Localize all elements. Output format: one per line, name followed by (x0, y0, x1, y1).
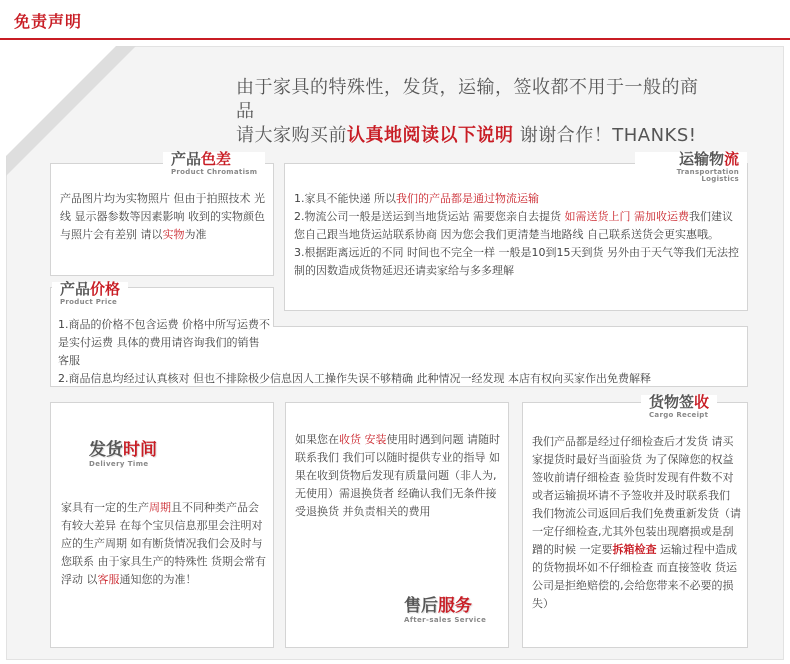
intro-line-2: 请大家购买前认真地阅读以下说明 谢谢合作！THANKS! (236, 125, 697, 146)
color-card-title: 产品色差 Product Chromatism (163, 152, 265, 176)
service-card (285, 402, 509, 648)
page-title: 免责声明 (14, 12, 83, 31)
logistics-item-2: 2.物流公司一般是送运到当地货运站 需要您亲自去提货 如需送货上门 需加收运费我们建议您自己跟当地货运站联系协商 因为您会我们更清楚当地路线 自己联系送货会更实惠哦。 (294, 210, 733, 241)
color-card (50, 150, 274, 276)
receipt-card (522, 393, 748, 648)
logistics-item-3: 3.根据距离远近的不同 时间也不完全一样 一般是10到15天到货 另外由于天气等我们无法控制的因数造成货物延迟还请卖家给与多多理解 (294, 246, 739, 277)
logistics-card-title: 运输物流 Transportation Logistics (635, 152, 747, 183)
logistics-card-text (294, 190, 742, 280)
receipt-card-title: 货物签收 Cargo Receipt (641, 395, 717, 419)
logistics-card-subtitle: Transportation Logistics (676, 168, 739, 183)
price-card-subtitle: Product Price (60, 298, 118, 306)
intro-line-1: 由于家具的特殊性，发货，运输，签收都不用于一般的商品 (236, 77, 699, 122)
intro-notice (236, 76, 716, 148)
color-card-text: 产品图片均为实物照片 但由于拍照技术 光线 显示器参数等因素影响 收到的实物颜色与照片会有差别 请以实物为准 (60, 192, 265, 241)
logistics-item-1: 1.家具不能快递 所以我们的产品都是通过物流运输 (294, 192, 539, 205)
service-card-title: 售后服务 After-sales Service (404, 596, 487, 624)
receipt-card-text: 我们产品都是经过仔细检查后才发货 请买家提货时最好当面验货 为了保障您的权益 签收前请仔细检查 验货时发现有件数不对或者运输损坏请不予签收并及时联系我们 我们物流公司返回后我们免费重新发货（请一定仔细检查,尤其外包装出现磨损或是刮蹭的时候 一定要拆箱检查 运输过程中造成的货物损坏如不仔细检查 而直接签收 货运公司是拒绝赔偿的,会给您带来不必要的损失） (532, 435, 741, 610)
receipt-card-subtitle: Cargo Receipt (649, 411, 709, 419)
delivery-card-title: 发货时间 Delivery Time (89, 440, 157, 468)
intro-highlight: 认真地阅读以下说明 (347, 125, 514, 146)
corner-fold (6, 46, 116, 156)
price-card-text (58, 316, 742, 388)
color-card-subtitle: Product Chromatism (171, 168, 258, 176)
delivery-card-subtitle: Delivery Time (89, 460, 149, 468)
price-card-title: 产品价格 Product Price (52, 282, 128, 306)
logistics-card (284, 150, 748, 311)
delivery-card-text: 家具有一定的生产周期且不同种类产品会有较大差异 在每个宝贝信息那里会注明对应的生产周期 如有断货情况我们会及时与您联系 由于家具生产的特殊性 货期会常有浮动 以客服通知您的为准！ (61, 501, 266, 586)
service-card-text: 如果您在收货 安装使用时遇到问题 请随时联系我们 我们可以随时提供专业的指导 如果在收到货物后发现有质量问题（非人为,无使用）需退换货者 经确认我们无条件接受退换货 并负责相关的费用 (295, 433, 500, 518)
price-item-1: 1.商品的价格不包含运费 价格中所写运费不是实付运费 具体的费用请咨询我们的销售客服 (58, 318, 270, 367)
header-bar (0, 0, 790, 40)
price-item-2: 2.商品信息均经过认真核对 但也不排除极少信息因人工操作失误不够精确 此种情况一经发现 本店有权向买家作出免费解释 (58, 372, 651, 385)
delivery-card (50, 402, 274, 648)
service-card-subtitle: After-sales Service (404, 616, 487, 624)
